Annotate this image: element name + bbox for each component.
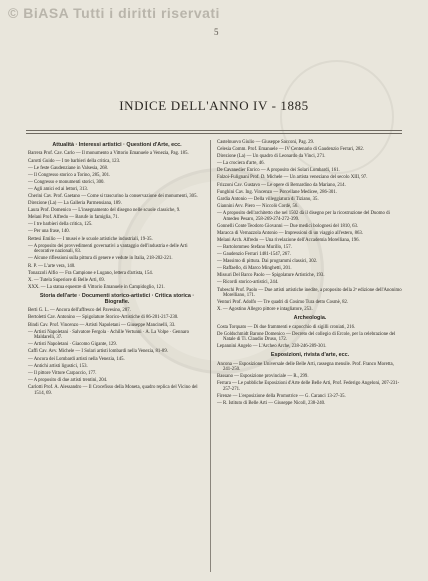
index-entry: De Cavanedier Enrico — A proposito dei Solari Lombardi, 161. <box>217 168 340 174</box>
page-title: INDICE DELL'ANNO IV - 1885 <box>119 98 309 113</box>
index-entry: Frizzoni Cav. Gustavo — Le opere di Bernardino da Mariano, 214. <box>217 182 346 188</box>
index-entry: Carlotti Prof. A. Alessandro — Il Crocefisso della Moneta, quadro replica del Vicino del 1514, 69. <box>28 384 198 396</box>
index-entry: Berti G. L. — Ancora dell'affresco del Pavesino, 287. <box>28 308 131 314</box>
index-entry: Maracca di Vernazzola Antonio — Impressioni di un viaggio all'estero, 863. <box>217 230 363 236</box>
index-entry: — Antichi artisti ligustici, 153. <box>28 363 88 369</box>
index-entry: Ferrara — Le pubbliche Esposizioni d'Arte delle Belle Arti, Prof. Federigo Angeloni, 207-231-257-271. <box>217 381 400 393</box>
index-entry: — La crociera d'arte, 46. <box>217 161 265 167</box>
index-entry: — Agli amici ed ai lettori, 313. <box>28 186 88 192</box>
index-entry: Celesia Comm. Prof. Emanuele — IV Centenario di Gaudenzio Ferrari, 282. <box>217 147 364 153</box>
index-entry: — Gaudenzio Ferrari 1481-1547, 267. <box>217 252 291 258</box>
index-entry: — Artisti Napoletani · Giacomo Gigante, 129. <box>28 342 117 348</box>
index-entry: — A proposito di due artisti trentini, 204. <box>28 377 108 383</box>
section-heading: Esposizioni, rivista d'arte, ecc. <box>270 352 350 359</box>
index-entry: — Raffaello, di Marco Minghetti, 201. <box>217 266 292 272</box>
index-entry: — Il pittore Vittore Carpaccio, 177. <box>28 370 97 376</box>
index-entry: — Alcune riflessioni sulla pittura di genere e vedute in Italia, 218-202-221. <box>28 256 173 262</box>
title-rule-top <box>26 130 402 131</box>
index-entry: — A proposito dei provvedimenti governativi a vantaggio dell'industria e delle Arti decorative nazionali, 83. <box>28 243 188 255</box>
index-entry: Lepannini Angelo — L'Archeo Arche, 238-246-289-301. <box>217 344 327 350</box>
index-entry: Ancona — Esposizione Universale delle Belle Arti, rassegna mensile. Prof. Franco Moretta, 241-250. <box>217 361 394 373</box>
index-entry: Gardia Antonio — Della villeggiatura di Tiziano, 35. <box>217 196 319 202</box>
column-divider <box>210 140 211 572</box>
index-entry: Cherini Cav. Prof. Gaetano — Come si trascurino la conservazione dei monumenti, 305. <box>28 193 198 199</box>
index-entry: Direzione (La) — Un quadro di Leonardo da Vinci, 271. <box>217 154 326 160</box>
index-entry: Venturi Prof. Adolfo — Tre quadri di Cosimo Tura detto Cosmè, 82. <box>217 300 349 306</box>
index-entry: Castelnuovo Giulio — Giuseppe Sacconi, Pag. 29. <box>217 140 315 145</box>
index-entry: — Il Congresso storico a Torino, 285, 301. <box>28 172 111 178</box>
index-entry: R. P. — L'arte vera, 140. <box>28 263 76 269</box>
index-entry: Bindi Cav. Prof. Vincenzo — Artisti Napoletani — Giuseppe Mancinelli, 33. <box>28 322 176 328</box>
index-entry: Tubeschi Prof. Paolo — Due artisti artistiche inedite, a proposito della 2ª edizione dell'Anonimo Morelliano, 171. <box>217 287 402 299</box>
index-entry: Rettesi Emilio — I musei e le scuole artistiche industriali, 19-35. <box>28 236 153 242</box>
index-entry: — Le feste Gaudenziane in Valsesia, 268. <box>28 165 109 171</box>
index-entry: Direzione (La) — La Galleria Parmensiana, 189. <box>28 201 122 207</box>
index-entry: Caffi Cav. Avv. Michele — I Solari artisti lombardi nella Venezia, 81-89. <box>28 349 168 355</box>
index-entry: Falzoi-Fulignani Prof. D. Michele — Un artista veneziano del secolo XIII, 97. <box>217 175 368 181</box>
index-entry: — Ricordi storico-artistici, 244. <box>217 280 279 286</box>
index-entry: X. — Agostino Allegro pittore e intagliatore, 253. <box>217 307 313 313</box>
index-entry: Gonnelli Conte Teodoro Giovanni — Due medici bolognesi del 1810, 63. <box>217 223 359 229</box>
copyright-watermark: © BiASA Tutti i diritti riservati <box>8 5 220 21</box>
index-entry: Melani Arch. Alfredo — Una rivelazione dell'Accademia Morelliana, 196. <box>217 237 360 243</box>
index-entry: — Congresso e monumenti storici, 300. <box>28 179 105 185</box>
index-entry: Bertoletti Cav. Antonino — Spigolature Storico-Artistiche di 86-201-217-230. <box>28 315 179 321</box>
index-entry: Giannini Avv. Piero — Niccolò Cordè, 56. <box>217 203 299 209</box>
index-entry: Bassano — Esposizione provinciale — R., 299. <box>217 374 309 380</box>
index-entry: Barrera Prof. Cav. Carlo — Il monumento a Vittorio Emanuele a Venezia, Pag. 185. <box>28 151 189 157</box>
section-heading: Archeologia. <box>293 315 327 322</box>
index-entry: — Per una frase, 140. <box>28 229 70 235</box>
index-entry: Firenze — L'esposizione della Promotrice — G. Caranci 13-27-35. <box>217 394 346 400</box>
section-heading: Storia dell'arte · Documenti storico-artistici · Critica storica · Biografie. <box>39 292 195 305</box>
left-column <box>28 140 206 398</box>
index-entry: — Bartolommeo Stefano Murillo, 157. <box>217 245 292 251</box>
index-entry: De Goldschmidt Barone Domenico — Decreto del collegio di Ercole, per la celebrazione del Natale di Ti. Claudio Druso, 172. <box>217 331 396 343</box>
index-entry: Tonazzoli Alfio — Fra Campione e Lugano, lettera d'artista, 154. <box>28 270 153 276</box>
right-column <box>217 140 403 408</box>
index-entry: X. — Tutela Superiore di Belle Arti, 69. <box>28 277 106 283</box>
index-entry: Laura Prof. Domenico — L'insegnamento del disegno nelle scuole classiche, 9. <box>28 208 181 214</box>
index-entry: Missuri Del Barco Paolo — Spigolature Artistiche, 193. <box>217 273 325 279</box>
index-entry: Funghini Cav. Ing. Vincenzo — Porcellane Medicee, 286-301. <box>217 189 337 195</box>
index-entry: Carotti Guido — I tre barbieri della critica, 123. <box>28 158 121 164</box>
index-entry: Costa Torquato — Di due frammenti e capocchio di sigilli croniati, 216. <box>217 324 356 330</box>
title-rule-bottom <box>26 133 402 134</box>
index-entry: — R. Istituto di Belle Arti — Giuseppe Nicoll, 238-240. <box>217 401 326 407</box>
index-entry: — Ancora dei Lombardi artisti nella Venezia, 145. <box>28 356 125 362</box>
index-entry: — A proposito dell'architetto che nel 1502 dà il disegno per la ricostruzione del Duomo di Amedeo Pesaro, 258-269-274-272-399. <box>217 210 390 222</box>
index-entry: Melani Prof. Alfredo — Barufe in famiglia, 71. <box>28 215 119 221</box>
index-entry: — Massimo di pittura. Dai programmi classici, 302. <box>217 259 318 265</box>
index-entry: XXX. — La statua equestre di Vittorio Emanuele in Campidoglio, 121. <box>28 284 165 290</box>
index-entry: — Artisti Napoletani · Salvatore Fergola · Achille Vertunni · A. La Volpe · Gennaro Maldarelli, 37. <box>28 329 189 341</box>
section-heading: Attualità · Interessi artistici · Questioni d'Arte, ecc. <box>52 142 182 148</box>
index-entry: — I tre barbieri della critica, 125. <box>28 222 93 228</box>
page-mark: 5 <box>214 27 219 37</box>
